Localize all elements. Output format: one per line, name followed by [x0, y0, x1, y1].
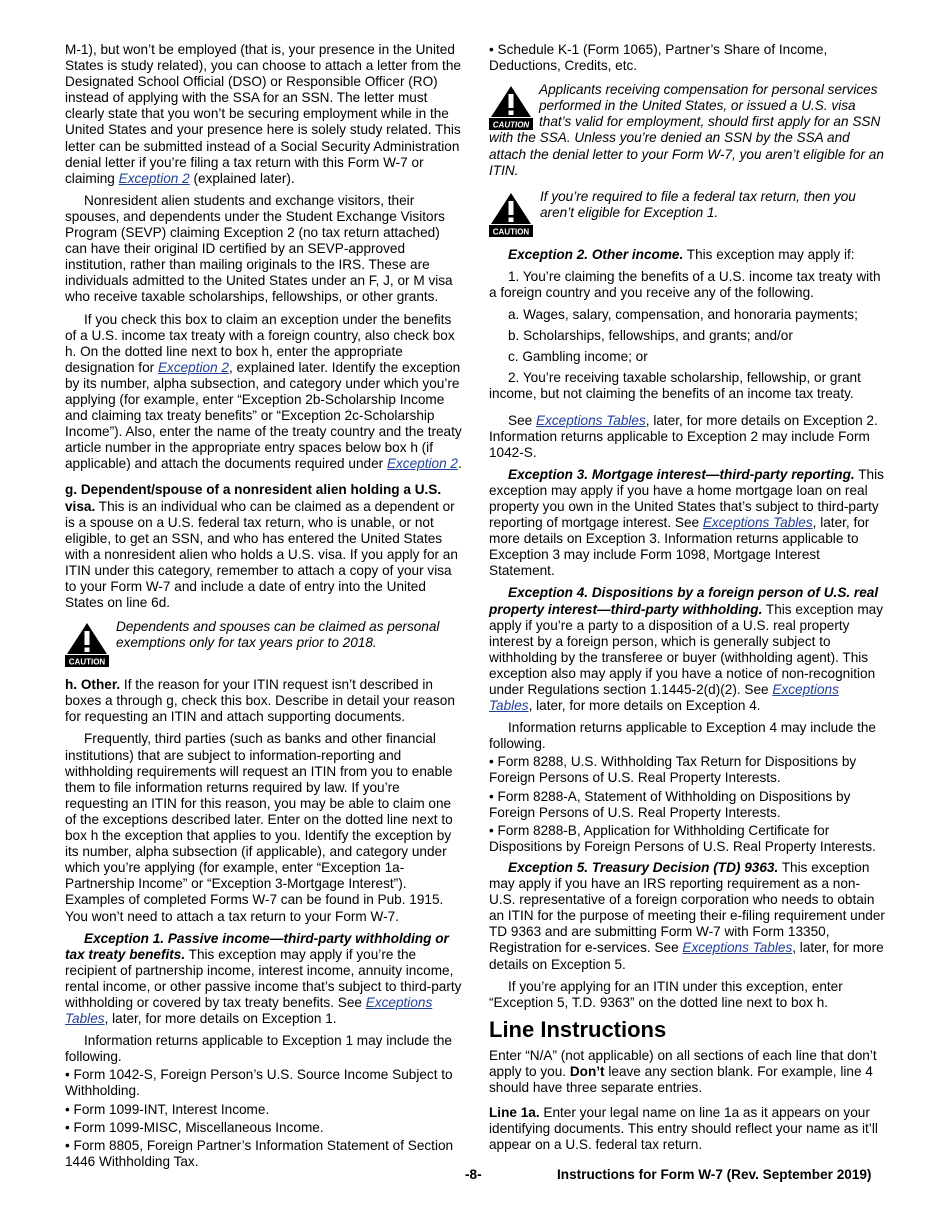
exceptions-tables-link[interactable]: Exceptions Tables [682, 940, 793, 956]
sevp-paragraph: Nonresident alien students and exchange visitors, their spouses, and dependents under the Student Exchange Visitors Program (SEVP) claiming Exception 2 (no tax return attached) can have their original ID certified by an SEVP-approved institution, rather than mailing originals to the IRS. These are individuals admitted to the United States under an F, J, or M visa who receive taxable scholarships, fellowships, or other grants. [65, 192, 453, 305]
page-number: -8- [465, 1167, 482, 1182]
exceptions-tables-link[interactable]: Exceptions Tables [489, 682, 839, 714]
dso-letter-paragraph: M-1), but won’t be employed (that is, your presence in the United States is study related), you can choose to attach a letter from the Designated School Official (DSO) or Responsible Officer (RO) instead of applying with the SSA for an SSN. The letter must clearly state that you won’t be securing employment while in the United States and your presence here is solely study related. This letter can be submitted instead of a Social Security Administration denial letter if you’re filing a tax return with this Form W-7 or claiming Exception 2 (explained later). [65, 42, 461, 186]
list-item: • Form 1099-MISC, Miscellaneous Income. [65, 1120, 462, 1136]
exceptions-tables-link[interactable]: Exceptions Tables [65, 994, 433, 1027]
list-item: • Form 8288-B, Application for Withholding Certificate for Dispositions by Foreign Persons of U.S. Real Property Interests. [489, 823, 885, 855]
section-h-heading: h. Other. [65, 677, 121, 693]
caution-label: CAUTION [68, 657, 106, 667]
section-g-heading: g. Dependent/spouse of a nonresident alien holding a U.S. visa. [65, 482, 442, 514]
list-item: c. Gambling income; or [508, 349, 648, 365]
caution-text: If you’re required to file a federal tax return, then you aren’t eligible for Exception 1. [540, 188, 856, 220]
exception-2-link[interactable]: Exception 2 [386, 456, 458, 472]
other-paragraph: h. Other. If the reason for your ITIN request isn’t described in boxes a through g, check this box. Describe in detail your reason for requesting an ITIN and attach supporting documents. [65, 677, 455, 725]
caution-label: CAUTION [492, 227, 530, 237]
tax-treaty-paragraph: If you check this box to claim an exception under the benefits of a U.S. income tax treaty with a foreign country, also check box h. On the dotted line next to box h, enter the appropriate designation for Exception 2, explained later. Identify the exception by its number, alpha subsection, and category under which you’re applying (for example, enter “Exception 2b-Scholarship Income and claiming tax treaty benefits” or “Exception 2c-Scholarship Income”). Also, enter the name of the treaty country and the treaty article number in the appropriate entry spaces below box h (if applicable) and attach the documents required under Exception 2. [65, 311, 462, 472]
caution-note [489, 189, 885, 237]
exceptions-tables-link[interactable]: Exceptions Tables [535, 412, 646, 428]
exception-3-heading: Exception 3. Mortgage interest—third-party reporting. [508, 466, 855, 482]
caution-icon [65, 621, 109, 667]
exception-1-paragraph: Exception 1. Passive income—third-party withholding or tax treaty benefits. This exception may apply if you’re the recipient of partnership income, interest income, annuity income, rental income, or other passive income that’s subject to third-party withholding or covered by tax treaty benefits. See Exceptions Tables, later, for more details on Exception 1. [65, 930, 462, 1027]
list-item: • Form 1099-INT, Interest Income. [65, 1102, 462, 1118]
caution-icon [489, 191, 533, 237]
exception-1-info-returns: Information returns applicable to Exception 1 may include the following. [65, 1033, 452, 1065]
line-1a-heading: Line 1a. [489, 1105, 540, 1121]
exception-2-item-2: 2. You’re receiving taxable scholarship, fellowship, or grant income, but not claiming the benefits of an income tax treaty. [489, 370, 861, 402]
exception-2-paragraph: Exception 2. Other income. This exception may apply if: [508, 246, 855, 262]
exception-1-heading: Exception 1. Passive income—third-party withholding or tax treaty benefits. [65, 930, 449, 962]
list-item: • Form 8805, Foreign Partner’s Information Statement of Section 1446 Withholding Tax. [65, 1138, 462, 1170]
left-column [65, 42, 462, 1172]
exception-5-heading: Exception 5. Treasury Decision (TD) 9363. [508, 859, 779, 875]
caution-label: CAUTION [492, 120, 530, 130]
list-item: b. Scholarships, fellowships, and grants; and/or [508, 328, 793, 344]
list-item: • Form 1042-S, Foreign Person’s U.S. Source Income Subject to Withholding. [65, 1067, 462, 1099]
exception-5-enter-paragraph: If you’re applying for an ITIN under this exception, enter “Exception 5, T.D. 9363” on the dotted line next to box h. [489, 978, 843, 1010]
line-1a-paragraph: Line 1a. Enter your legal name on line 1a as it appears on your identifying documents. This entry should reflect your name as it’ll appear on a U.S. federal tax return. [489, 1105, 878, 1153]
list-item: • Form 8288-A, Statement of Withholding on Dispositions by Foreign Persons of U.S. Real Property Interests. [489, 789, 885, 821]
exception-2-see-paragraph: See Exceptions Tables, later, for more details on Exception 2. Information returns applicable to Exception 2 may include Form 1042-S. [489, 412, 878, 460]
exception-3-paragraph: Exception 3. Mortgage interest—third-party reporting. This exception may apply if you have a home mortgage loan on real property you own in the United States that’s subject to third-party reporting of mortgage interest. See Exceptions Tables, later, for more details on Exception 3. Information returns applicable to Exception 3 may include Form 1098, Mortgage Interest Statement. [489, 466, 884, 579]
exception-2-link[interactable]: Exception 2 [157, 359, 229, 375]
exception-4-heading: Exception 4. Dispositions by a foreign person of U.S. real property interest—third-party withholding. [489, 585, 879, 617]
exception-4-info-returns: Information returns applicable to Exception 4 may include the following. [489, 720, 876, 752]
caution-note [65, 619, 462, 667]
list-item: • Form 8288, U.S. Withholding Tax Return for Dispositions by Foreign Persons of U.S. Real Property Interests. [489, 754, 885, 786]
form-title-footer: Instructions for Form W-7 (Rev. September 2019) [557, 1167, 872, 1182]
caution-icon [489, 84, 533, 130]
exception-2-link[interactable]: Exception 2 [118, 170, 190, 186]
exception-4-paragraph: Exception 4. Dispositions by a foreign person of U.S. real property interest—third-party withholding. This exception may apply if you’re a party to a disposition of a U.S. real property interest by a foreign person, which is generally subject to withholding by the transferee or buyer (withholding agent). This exception also may apply if you have a notice of non-recognition under Regulations section 1.1445-2(d)(2). See Exceptions Tables, later, for more details on Exception 4. [489, 585, 884, 714]
list-item: • Schedule K-1 (Form 1065), Partner’s Share of Income, Deductions, Credits, etc. [489, 42, 885, 74]
exception-2-heading: Exception 2. Other income. [508, 246, 684, 262]
third-parties-paragraph: Frequently, third parties (such as banks and other financial institutions) that are subject to information-reporting and withholding requirements will request an ITIN from you to enable them to file information returns required by law. If you’re requesting an ITIN for this reason, you may be able to claim one of the exceptions described later. Enter on the dotted line next to box h the exception that applies to you. Identify the exception by its number, alpha subsection (if applicable), and category under which you’re applying (for example, enter “Exception 1a-Partnership Income” or “Exception 3-Mortgage Interest”). Examples of completed Forms W-7 can be found in Pub. 1915. You won’t need to attach a tax return to your Form W-7. [65, 731, 453, 924]
line-instructions-heading: Line Instructions [489, 1016, 667, 1042]
caution-text: Dependents and spouses can be claimed as personal exemptions only for tax years prior to 2018. [116, 619, 440, 651]
right-column [489, 42, 885, 1159]
dependent-spouse-paragraph: g. Dependent/spouse of a nonresident alien holding a U.S. visa. This is an individual who can be claimed as a dependent or is a spouse on a U.S. federal tax return, who is unable, or not eligible, to get an SSN, and who has entered the United States with a nonresident alien who holds a U.S. visa. If you apply for an ITIN under this category, remember to attach a copy of your visa to your Form W-7 and include a date of entry into the United States on line 6d. [65, 482, 458, 611]
exception-2-item-1: 1. You’re claiming the benefits of a U.S. income tax treaty with a foreign country and you receive any of the following. [489, 268, 881, 300]
line-instructions-intro: Enter “N/A” (not applicable) on all sections of each line that don’t apply to you. Don’t leave any section blank. For example, line 4 should have three separate entries. [489, 1047, 877, 1095]
caution-text: Applicants receiving compensation for personal services performed in the United States, or issued a U.S. visa that’s valid for employment, should first apply for an SSN with the SSA. Unless you’re denied an SSN by the SSA and attach the denial letter to your Form W-7, you aren’t eligible for an ITIN. [489, 82, 884, 178]
list-item: a. Wages, salary, compensation, and honoraria payments; [508, 307, 858, 323]
caution-note [489, 82, 885, 179]
exceptions-tables-link[interactable]: Exceptions Tables [702, 515, 813, 531]
exception-5-paragraph: Exception 5. Treasury Decision (TD) 9363. This exception may apply if you have an IRS reporting requirement as a non-U.S. representative of a foreign corporation who needs to obtain an ITIN for the purpose of meeting their e-filing requirement under TD 9363 and are submitting Form W-7 with Form 13350, Registration for e-services. See Exceptions Tables, later, for more details on Exception 5. [489, 859, 885, 972]
